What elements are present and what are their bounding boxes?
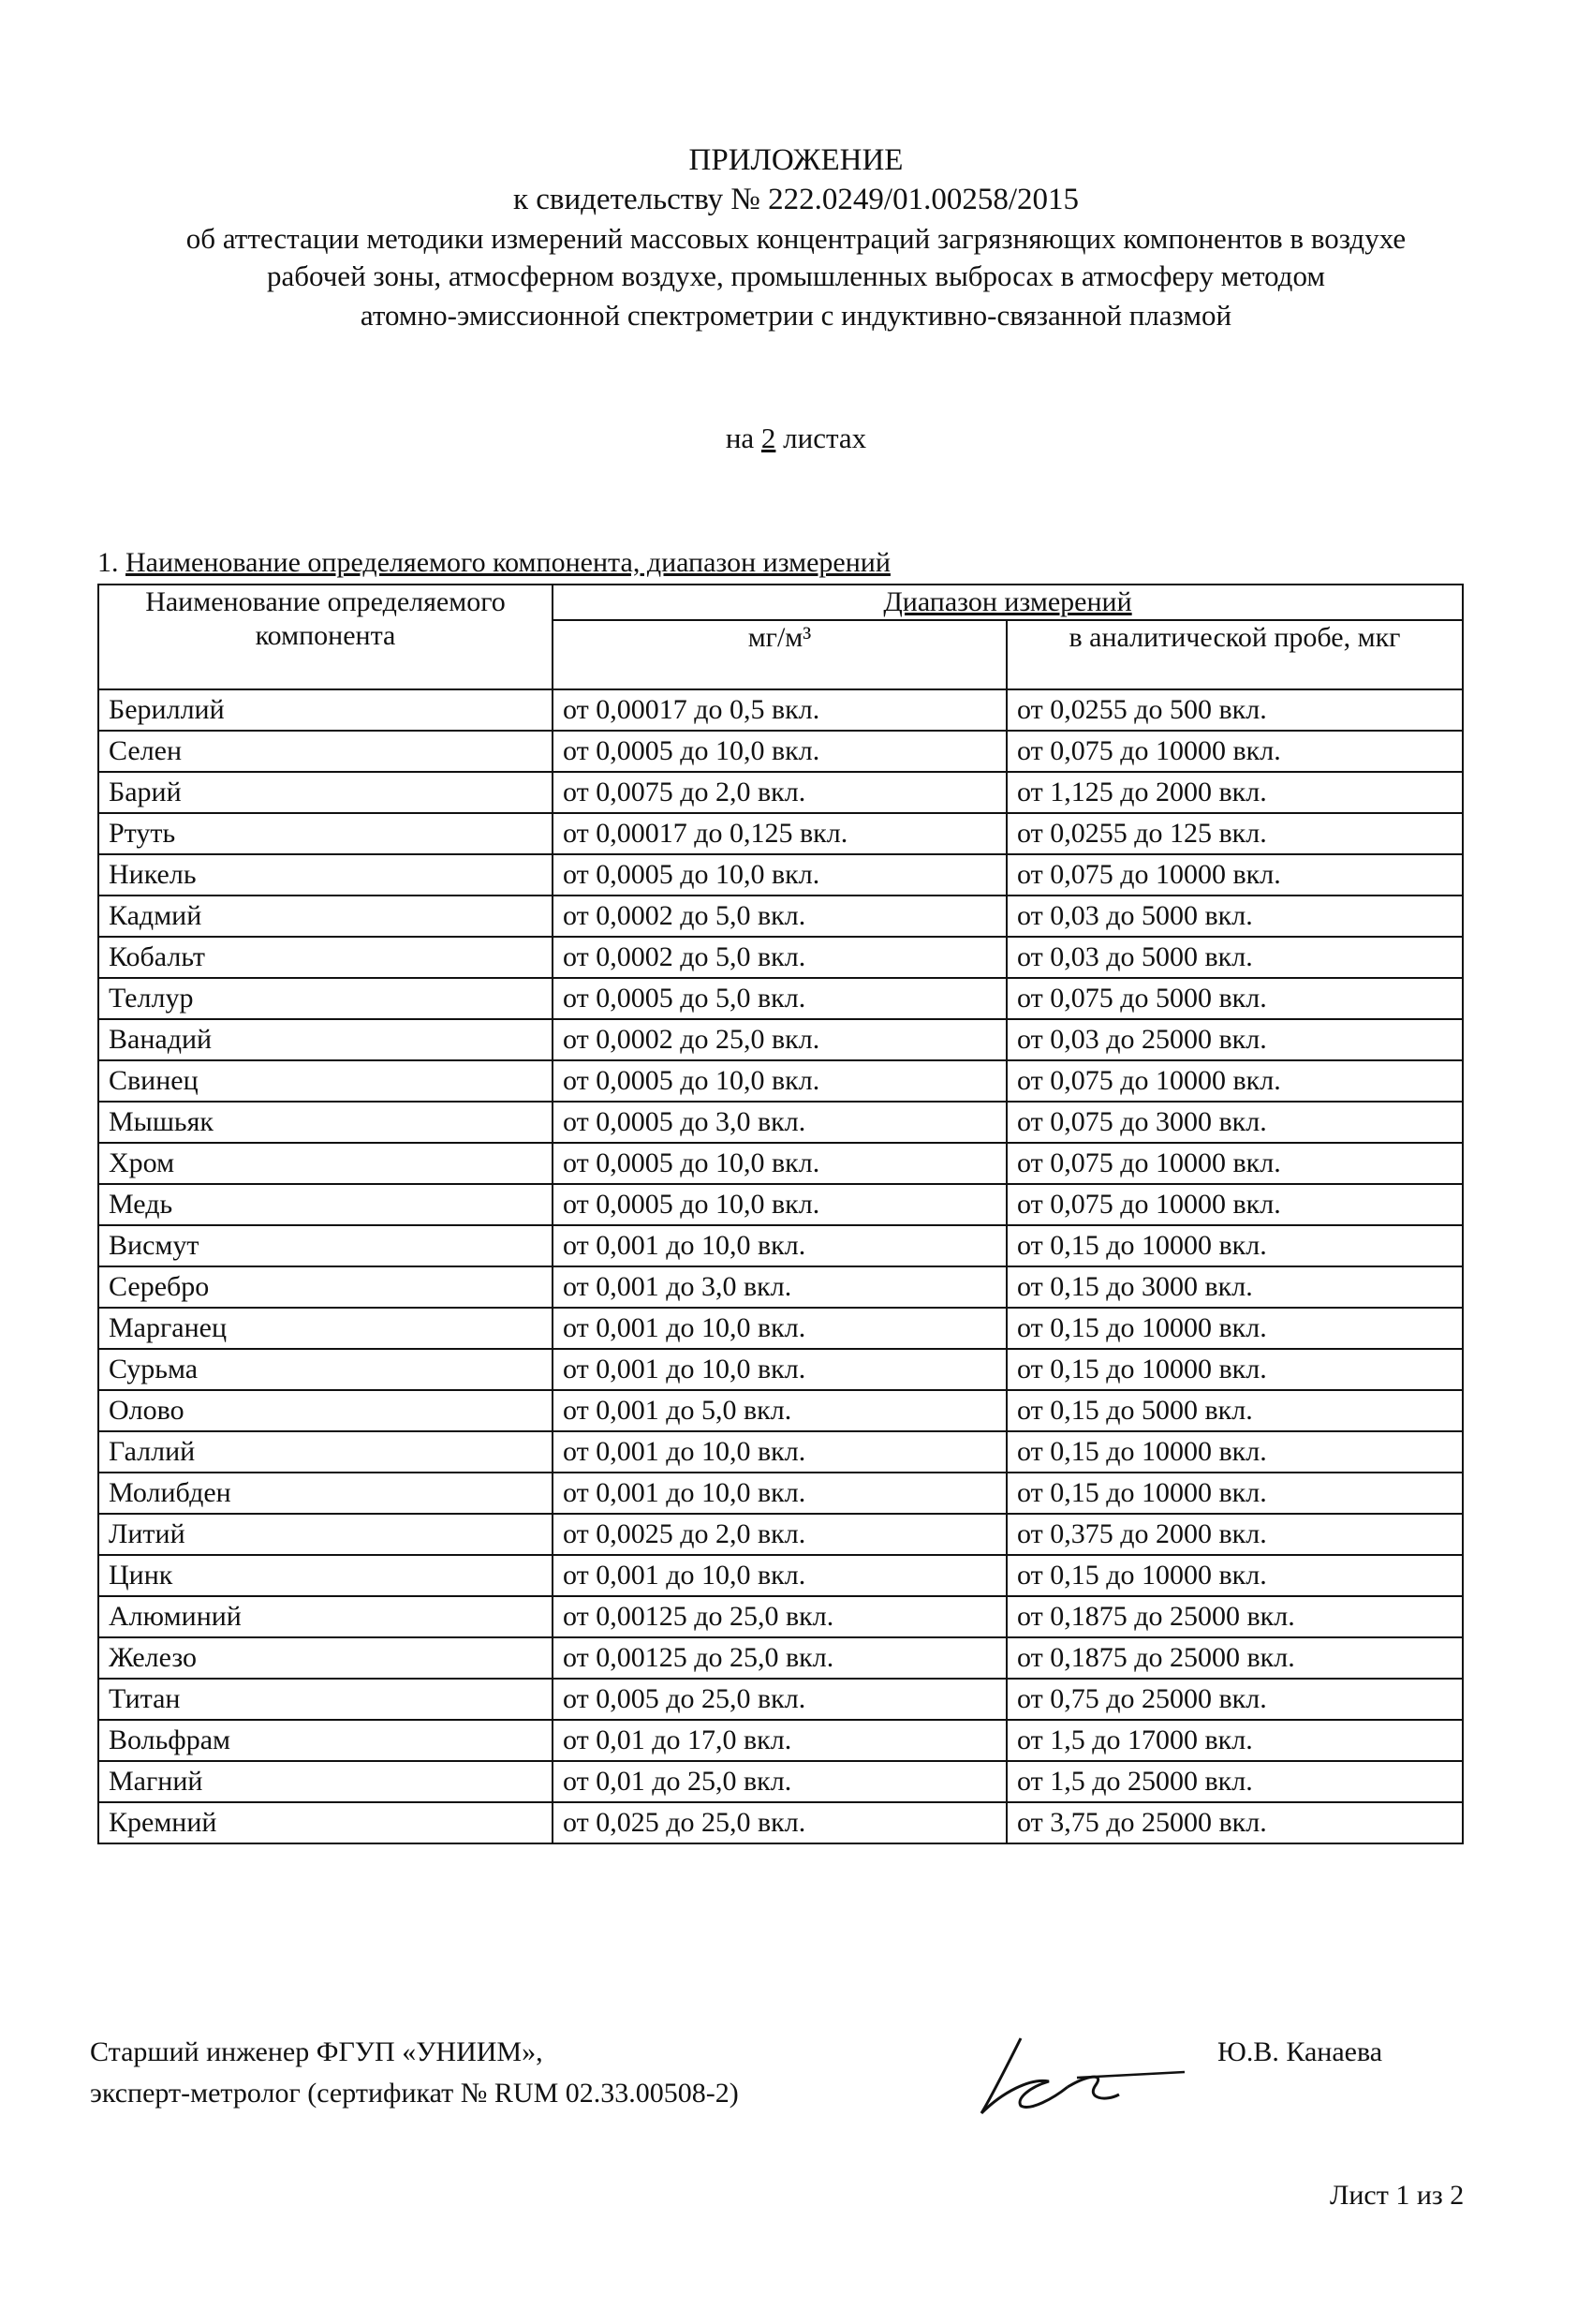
range-mg-m3-cell: от 0,00017 до 0,125 вкл. xyxy=(553,813,1007,854)
table-row xyxy=(98,1596,1463,1637)
range-mkg-cell: от 0,15 до 10000 вкл. xyxy=(1007,1308,1463,1349)
range-mkg-cell: от 0,075 до 10000 вкл. xyxy=(1007,1060,1463,1102)
header-component-name: Наименование определяемого компонента xyxy=(98,585,553,689)
handwritten-signature xyxy=(965,2020,1189,2123)
table-row xyxy=(98,1143,1463,1184)
range-mg-m3-cell: от 0,00125 до 25,0 вкл. xyxy=(553,1596,1007,1637)
table-row xyxy=(98,689,1463,731)
range-mkg-cell: от 0,15 до 10000 вкл. xyxy=(1007,1473,1463,1514)
table-row xyxy=(98,1390,1463,1431)
table-row xyxy=(98,1308,1463,1349)
range-mkg-cell: от 0,03 до 5000 вкл. xyxy=(1007,896,1463,937)
component-name-cell: Мышьяк xyxy=(98,1102,553,1143)
range-mkg-cell: от 0,075 до 10000 вкл. xyxy=(1007,854,1463,896)
range-mg-m3-cell: от 0,001 до 10,0 вкл. xyxy=(553,1473,1007,1514)
range-mg-m3-cell: от 0,001 до 10,0 вкл. xyxy=(553,1431,1007,1473)
range-mkg-cell: от 0,75 до 25000 вкл. xyxy=(1007,1679,1463,1720)
section-heading xyxy=(97,547,891,579)
component-name-cell: Никель xyxy=(98,854,553,896)
component-name-cell: Бериллий xyxy=(98,689,553,731)
range-mkg-cell: от 0,075 до 3000 вкл. xyxy=(1007,1102,1463,1143)
table-row xyxy=(98,1720,1463,1761)
range-mg-m3-cell: от 0,0005 до 10,0 вкл. xyxy=(553,1060,1007,1102)
range-mg-m3-cell: от 0,001 до 10,0 вкл. xyxy=(553,1349,1007,1390)
table-row xyxy=(98,978,1463,1019)
range-mg-m3-cell: от 0,0005 до 5,0 вкл. xyxy=(553,978,1007,1019)
component-name-cell: Сурьма xyxy=(98,1349,553,1390)
sheet-count xyxy=(0,422,1592,455)
signer-name: Ю.В. Канаева xyxy=(1217,2036,1383,2067)
component-name-cell: Алюминий xyxy=(98,1596,553,1637)
range-mg-m3-cell: от 0,0002 до 5,0 вкл. xyxy=(553,896,1007,937)
range-mkg-cell: от 0,15 до 10000 вкл. xyxy=(1007,1225,1463,1266)
table-row xyxy=(98,1637,1463,1679)
range-mkg-cell: от 0,15 до 10000 вкл. xyxy=(1007,1349,1463,1390)
component-name-cell: Серебро xyxy=(98,1266,553,1308)
table-row xyxy=(98,813,1463,854)
range-mg-m3-cell: от 0,0002 до 25,0 вкл. xyxy=(553,1019,1007,1060)
table-row xyxy=(98,854,1463,896)
subject-line-3: атомно-эмиссионной спектрометрии с индуктивно-связанной плазмой xyxy=(360,299,1232,332)
table-row xyxy=(98,1225,1463,1266)
header-measurement-range: Диапазон измерений xyxy=(553,585,1463,620)
subject-line-2: рабочей зоны, атмосферном воздухе, промышленных выбросах в атмосферу методом xyxy=(266,259,1325,292)
component-name-cell: Молибден xyxy=(98,1473,553,1514)
component-name-cell: Магний xyxy=(98,1761,553,1802)
range-mkg-cell: от 0,075 до 10000 вкл. xyxy=(1007,731,1463,772)
component-name-cell: Марганец xyxy=(98,1308,553,1349)
component-name-cell: Литий xyxy=(98,1514,553,1555)
range-mg-m3-cell: от 0,0005 до 10,0 вкл. xyxy=(553,854,1007,896)
component-name-cell: Ванадий xyxy=(98,1019,553,1060)
component-name-cell: Барий xyxy=(98,772,553,813)
range-mkg-cell: от 3,75 до 25000 вкл. xyxy=(1007,1802,1463,1843)
measurement-range-table xyxy=(97,584,1464,1844)
range-mg-m3-cell: от 0,005 до 25,0 вкл. xyxy=(553,1679,1007,1720)
range-mg-m3-cell: от 0,0025 до 2,0 вкл. xyxy=(553,1514,1007,1555)
component-name-cell: Цинк xyxy=(98,1555,553,1596)
table-row xyxy=(98,1473,1463,1514)
table-row xyxy=(98,772,1463,813)
header-unit-mg-m3: мг/м³ xyxy=(553,620,1007,689)
range-mkg-cell: от 0,15 до 10000 вкл. xyxy=(1007,1431,1463,1473)
range-mkg-cell: от 1,5 до 17000 вкл. xyxy=(1007,1720,1463,1761)
range-mkg-cell: от 0,075 до 10000 вкл. xyxy=(1007,1143,1463,1184)
range-mg-m3-cell: от 0,0075 до 2,0 вкл. xyxy=(553,772,1007,813)
range-mkg-cell: от 0,03 до 5000 вкл. xyxy=(1007,937,1463,978)
range-mg-m3-cell: от 0,01 до 17,0 вкл. xyxy=(553,1720,1007,1761)
range-mkg-cell: от 0,0255 до 500 вкл. xyxy=(1007,689,1463,731)
range-mkg-cell: от 0,0255 до 125 вкл. xyxy=(1007,813,1463,854)
table-row xyxy=(98,1060,1463,1102)
range-mkg-cell: от 0,15 до 3000 вкл. xyxy=(1007,1266,1463,1308)
table-row xyxy=(98,1555,1463,1596)
component-name-cell: Железо xyxy=(98,1637,553,1679)
range-mg-m3-cell: от 0,01 до 25,0 вкл. xyxy=(553,1761,1007,1802)
range-mg-m3-cell: от 0,0002 до 5,0 вкл. xyxy=(553,937,1007,978)
document-title: ПРИЛОЖЕНИЕ xyxy=(688,143,904,177)
range-mkg-cell: от 0,03 до 25000 вкл. xyxy=(1007,1019,1463,1060)
sheets-prefix: на xyxy=(725,422,755,454)
component-name-cell: Кремний xyxy=(98,1802,553,1843)
component-name-cell: Свинец xyxy=(98,1060,553,1102)
range-mkg-cell: от 0,15 до 5000 вкл. xyxy=(1007,1390,1463,1431)
range-mg-m3-cell: от 0,0005 до 3,0 вкл. xyxy=(553,1102,1007,1143)
component-name-cell: Теллур xyxy=(98,978,553,1019)
range-mg-m3-cell: от 0,001 до 10,0 вкл. xyxy=(553,1308,1007,1349)
component-name-cell: Хром xyxy=(98,1143,553,1184)
sheets-suffix: листах xyxy=(783,422,867,454)
section-text: Наименование определяемого компонента, диапазон измерений xyxy=(125,547,891,578)
range-mg-m3-cell: от 0,001 до 10,0 вкл. xyxy=(553,1225,1007,1266)
table-row xyxy=(98,1019,1463,1060)
page-number: Лист 1 из 2 xyxy=(1330,2180,1465,2211)
range-mg-m3-cell: от 0,00125 до 25,0 вкл. xyxy=(553,1637,1007,1679)
section-number: 1. xyxy=(97,547,119,578)
range-mg-m3-cell: от 0,0005 до 10,0 вкл. xyxy=(553,1184,1007,1225)
component-name-cell: Титан xyxy=(98,1679,553,1720)
range-mg-m3-cell: от 0,00017 до 0,5 вкл. xyxy=(553,689,1007,731)
table-row xyxy=(98,1761,1463,1802)
component-name-cell: Медь xyxy=(98,1184,553,1225)
table-row xyxy=(98,896,1463,937)
table-row xyxy=(98,1184,1463,1225)
range-mg-m3-cell: от 0,001 до 5,0 вкл. xyxy=(553,1390,1007,1431)
range-mg-m3-cell: от 0,0005 до 10,0 вкл. xyxy=(553,1143,1007,1184)
table-row xyxy=(98,731,1463,772)
table-row xyxy=(98,1102,1463,1143)
component-name-cell: Ртуть xyxy=(98,813,553,854)
table-row xyxy=(98,1802,1463,1843)
table-row xyxy=(98,937,1463,978)
component-name-cell: Висмут xyxy=(98,1225,553,1266)
range-mkg-cell: от 0,15 до 10000 вкл. xyxy=(1007,1555,1463,1596)
signer-role-line-1: Старший инженер ФГУП «УНИИМ», xyxy=(90,2036,543,2067)
component-name-cell: Кобальт xyxy=(98,937,553,978)
range-mg-m3-cell: от 0,0005 до 10,0 вкл. xyxy=(553,731,1007,772)
table-row xyxy=(98,1679,1463,1720)
component-name-cell: Селен xyxy=(98,731,553,772)
range-mkg-cell: от 0,375 до 2000 вкл. xyxy=(1007,1514,1463,1555)
component-name-cell: Галлий xyxy=(98,1431,553,1473)
signer-role-line-2: эксперт-метролог (сертификат № RUM 02.33.00508-2) xyxy=(90,2078,739,2109)
range-mkg-cell: от 0,075 до 10000 вкл. xyxy=(1007,1184,1463,1225)
range-mg-m3-cell: от 0,001 до 3,0 вкл. xyxy=(553,1266,1007,1308)
range-mkg-cell: от 0,1875 до 25000 вкл. xyxy=(1007,1637,1463,1679)
header-unit-analytical-sample: в аналитической пробе, мкг xyxy=(1007,620,1463,689)
table-row xyxy=(98,1266,1463,1308)
range-mg-m3-cell: от 0,025 до 25,0 вкл. xyxy=(553,1802,1007,1843)
sheets-number: 2 xyxy=(760,422,776,454)
component-name-cell: Кадмий xyxy=(98,896,553,937)
range-mkg-cell: от 0,1875 до 25000 вкл. xyxy=(1007,1596,1463,1637)
component-name-cell: Вольфрам xyxy=(98,1720,553,1761)
certificate-reference: к свидетельству № 222.0249/01.00258/2015 xyxy=(512,183,1080,216)
component-name-cell: Олово xyxy=(98,1390,553,1431)
subject-line-1: об аттестации методики измерений массовых концентраций загрязняющих компонентов в воздухе xyxy=(185,222,1407,255)
range-mkg-cell: от 0,075 до 5000 вкл. xyxy=(1007,978,1463,1019)
range-mkg-cell: от 1,5 до 25000 вкл. xyxy=(1007,1761,1463,1802)
table-row xyxy=(98,1514,1463,1555)
table-row xyxy=(98,1349,1463,1390)
range-mg-m3-cell: от 0,001 до 10,0 вкл. xyxy=(553,1555,1007,1596)
table-row xyxy=(98,1431,1463,1473)
range-mkg-cell: от 1,125 до 2000 вкл. xyxy=(1007,772,1463,813)
